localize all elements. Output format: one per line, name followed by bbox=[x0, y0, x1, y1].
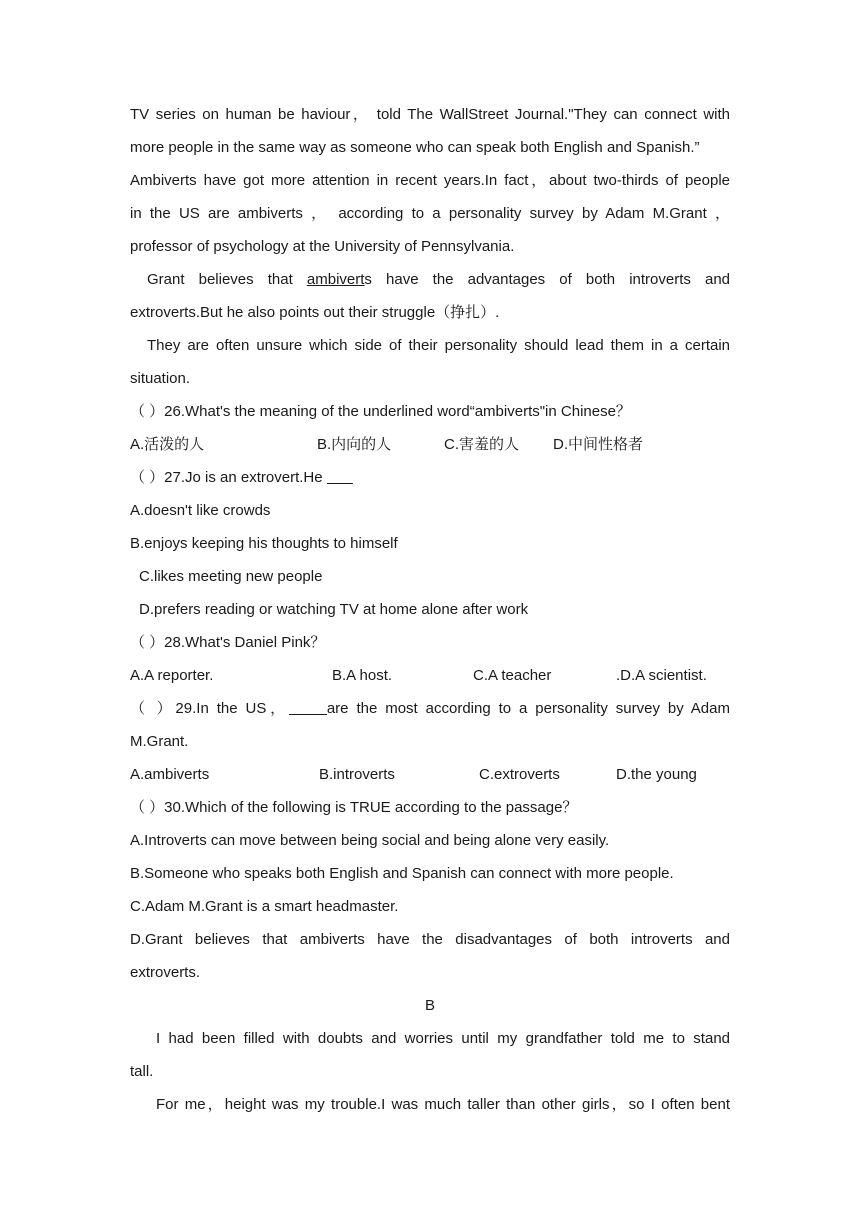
option-c: C.A teacher bbox=[473, 667, 552, 684]
passage-paragraph-grant: Grant believes that ambiverts have the advantages of both introverts and bbox=[147, 271, 731, 288]
option-d: D.the young bbox=[616, 766, 697, 783]
question-28-stem: （ ）28.What's Daniel Pink？ bbox=[130, 634, 326, 651]
document-page bbox=[130, 98, 730, 1121]
passage-line: I had been filled with doubts and worries until my grandfather told me to stand bbox=[156, 1030, 730, 1047]
option-a: A.doesn't like crowds bbox=[130, 502, 271, 519]
question-28-options bbox=[130, 659, 730, 692]
option-b: B.enjoys keeping his thoughts to himself bbox=[130, 535, 398, 552]
question-30-stem: （ ）30.Which of the following is TRUE according to the passage？ bbox=[130, 799, 578, 816]
option-c: C.extroverts bbox=[479, 766, 560, 783]
passage-line: tall. bbox=[130, 1063, 154, 1080]
option-d-cont: extroverts. bbox=[130, 964, 201, 981]
option-c: C.likes meeting new people bbox=[139, 568, 323, 585]
option-c: C.Adam M.Grant is a smart headmaster. bbox=[130, 898, 399, 915]
question-27-stem: （ ）27.Jo is an extrovert.He bbox=[130, 461, 730, 494]
question-29-stem: （ ）29.In the US， are the most according to a personality survey by Adam bbox=[130, 700, 730, 717]
option-c: C.害羞的人 bbox=[444, 436, 520, 453]
answer-blank bbox=[289, 700, 327, 715]
passage-line: Ambiverts have got more attention in recent years.In fact，about two-thirds of people bbox=[130, 172, 730, 189]
passage-line: They are often unsure which side of their personality should lead them in a certain bbox=[147, 337, 730, 354]
passage-line: professor of psychology at the University of Pennsylvania. bbox=[130, 238, 515, 255]
option-d: D.Grant believes that ambiverts have the disadvantages of both introverts and bbox=[130, 931, 730, 948]
passage-line: situation. bbox=[130, 370, 191, 387]
underlined-word: ambivert bbox=[306, 271, 365, 288]
option-a: A.Introverts can move between being social and being alone very easily. bbox=[130, 832, 610, 849]
option-d: .D.A scientist. bbox=[616, 667, 707, 684]
question-26-stem: （ ）26.What's the meaning of the underlined word“ambiverts"in Chinese？ bbox=[130, 403, 631, 420]
option-b: B.introverts bbox=[319, 766, 395, 783]
option-a: A.活泼的人 bbox=[130, 436, 205, 453]
answer-blank bbox=[327, 469, 353, 484]
question-29-options bbox=[130, 758, 730, 791]
passage-line: extroverts.But he also points out their struggle（挣扎）. bbox=[130, 304, 500, 321]
passage-line: more people in the same way as someone who can speak both English and Spanish.” bbox=[130, 139, 700, 156]
passage-line: TV series on human be haviour， told The WallStreet Journal."They can connect with bbox=[130, 106, 730, 123]
option-b: B.A host. bbox=[332, 667, 393, 684]
passage-line: For me，height was my trouble.I was much taller than other girls，so I often bent bbox=[156, 1096, 730, 1113]
option-b: B.Someone who speaks both English and Spanish can connect with more people. bbox=[130, 865, 674, 882]
question-26-options bbox=[130, 428, 730, 461]
option-d: D.中间性格者 bbox=[553, 436, 644, 453]
option-a: A.ambiverts bbox=[130, 766, 210, 783]
option-a: A.A reporter. bbox=[130, 667, 214, 684]
question-29-stem-cont: M.Grant. bbox=[130, 733, 189, 750]
section-heading: B bbox=[424, 997, 435, 1014]
passage-line: in the US are ambiverts ， according to a personality survey by Adam M.Grant ， bbox=[130, 205, 730, 222]
option-d: D.prefers reading or watching TV at home alone after work bbox=[139, 601, 529, 618]
option-b: B.内向的人 bbox=[317, 436, 392, 453]
